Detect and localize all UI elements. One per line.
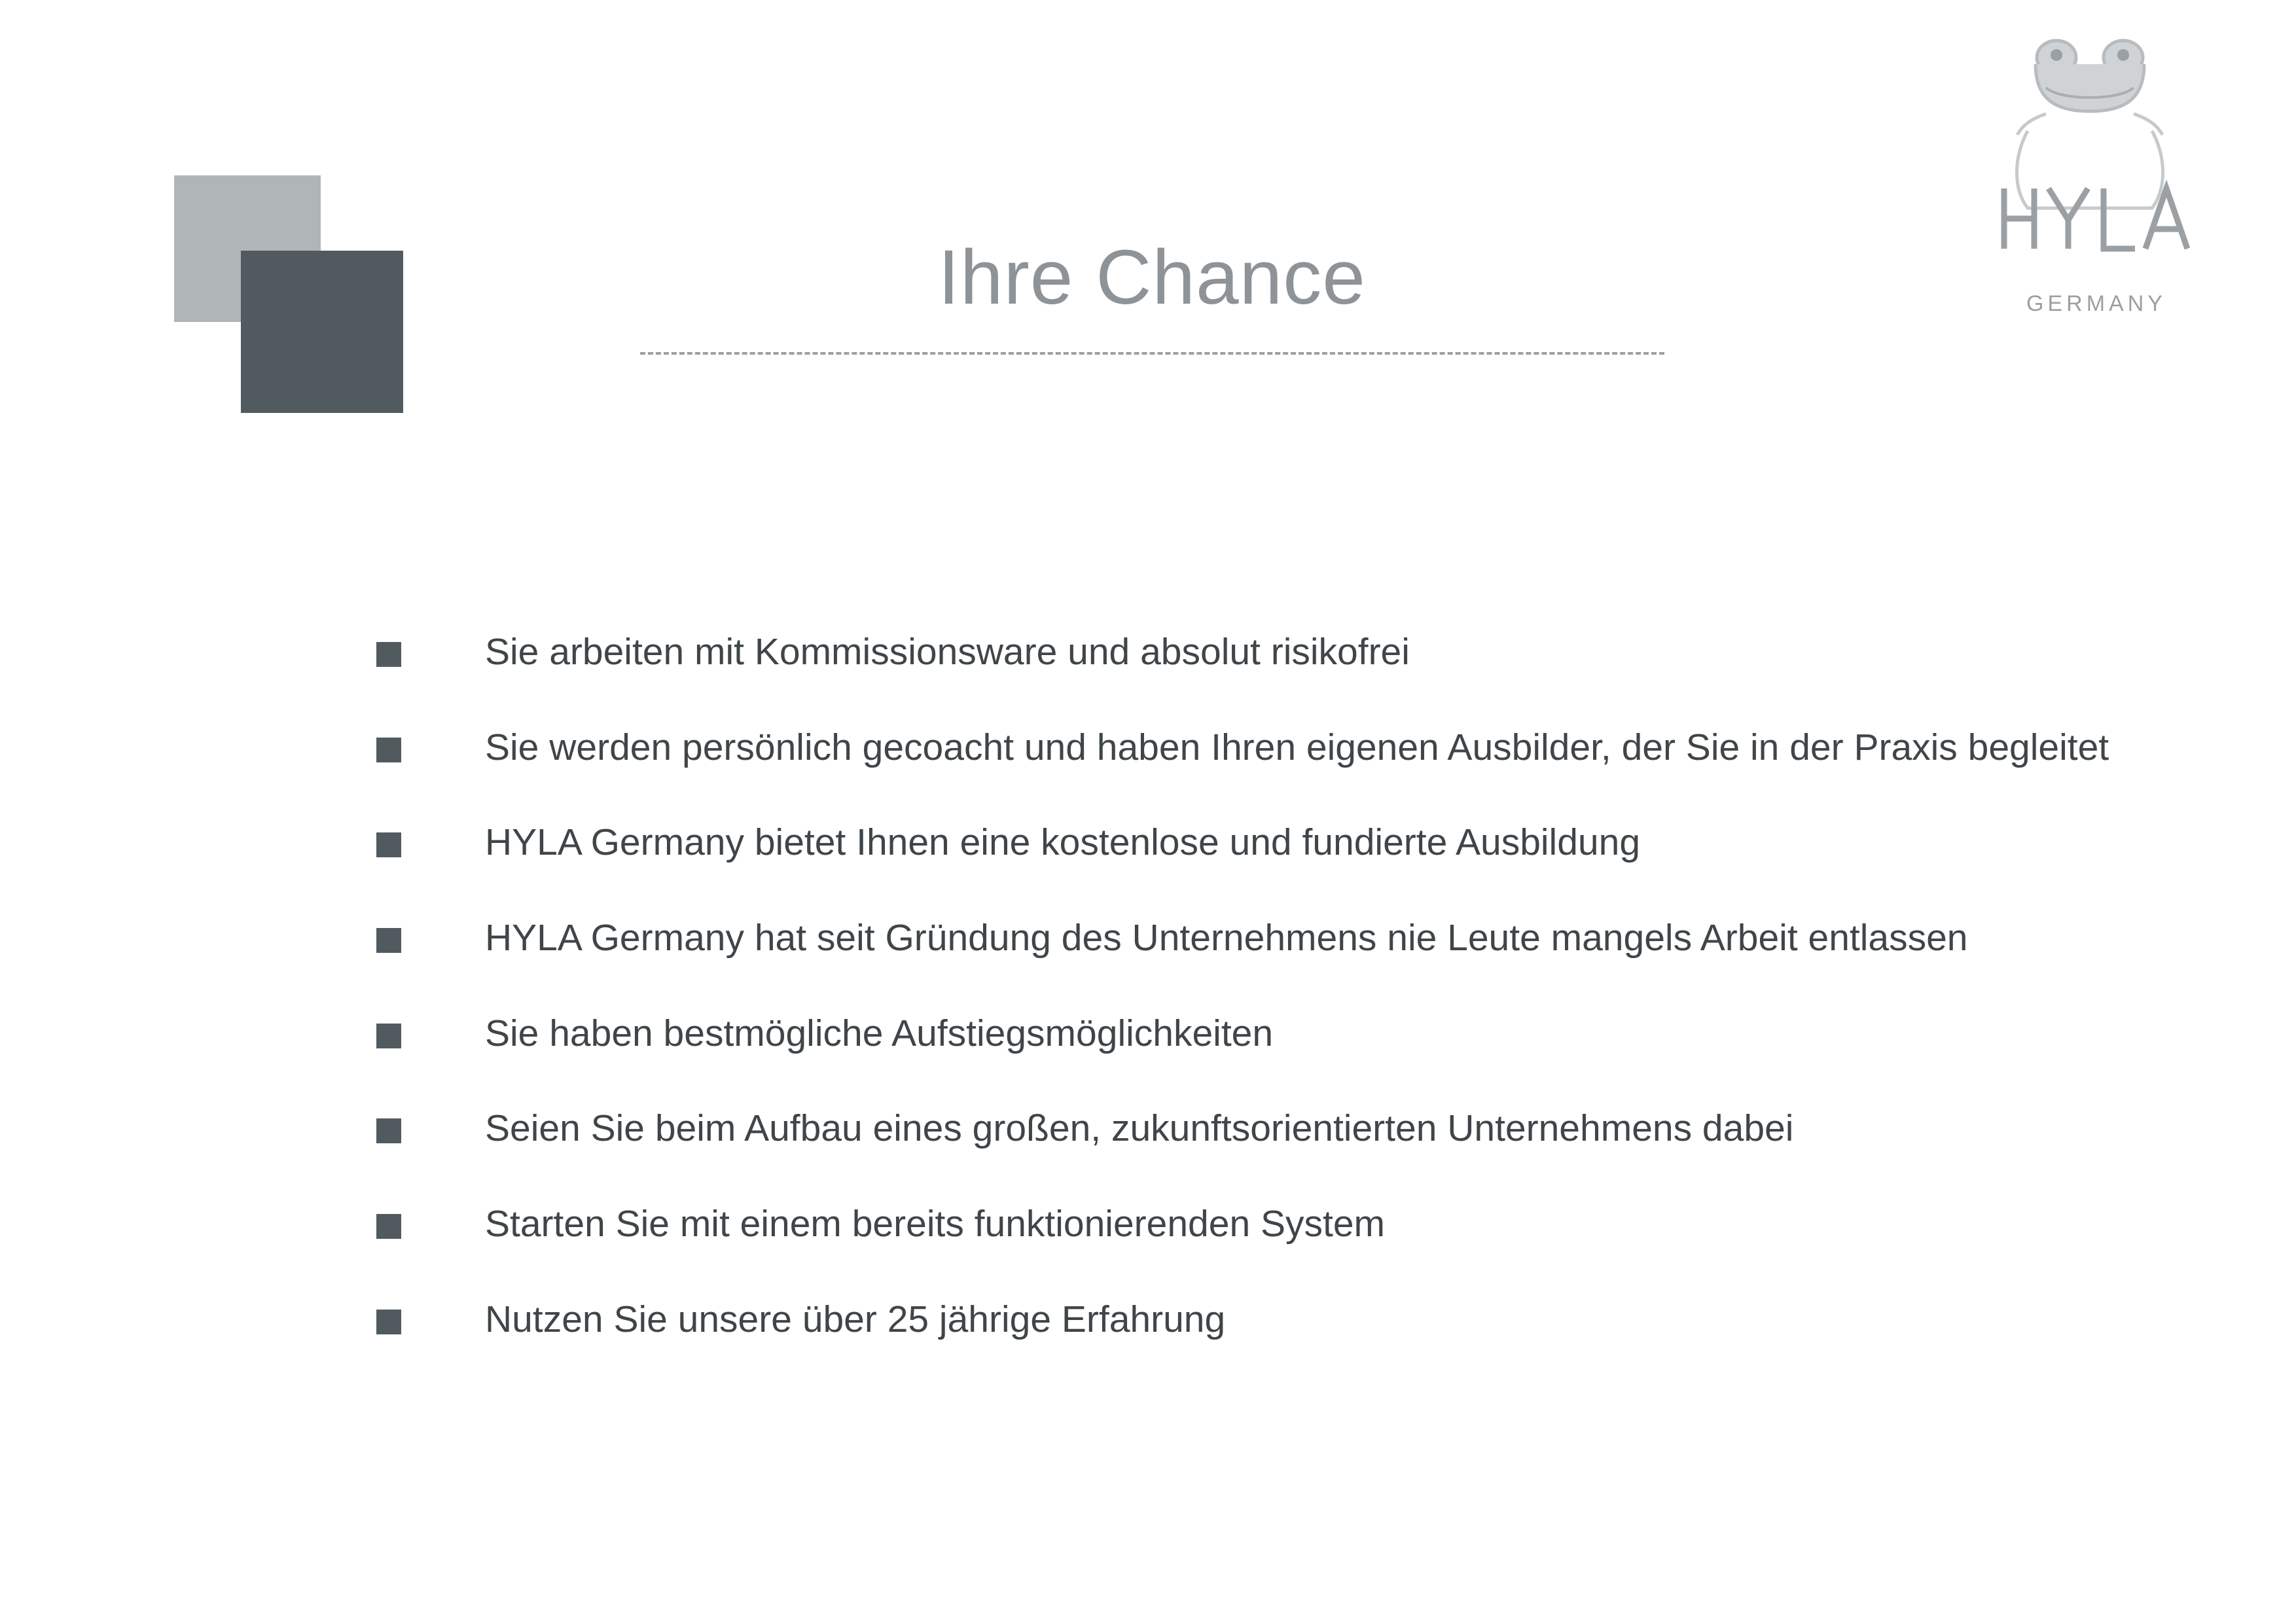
list-item [376,632,2078,673]
square-bullet-icon [376,738,401,762]
list-item-label: Nutzen Sie unsere über 25 jährige Erfahrung [485,1298,1226,1340]
square-bullet-icon [376,1214,401,1239]
logo-subtitle: GERMANY [2026,291,2166,316]
square-bullet-icon [376,642,401,667]
list-item-label: Sie werden persönlich gecoacht und haben Ihren eigenen Ausbilder, der Sie in der Praxis begleitet [485,726,2109,768]
decorative-square-dark [241,251,403,413]
slide-header [628,236,1676,355]
list-item [376,1204,2078,1245]
list-item-label: Sie haben bestmögliche Aufstiegsmöglichkeiten [485,1012,1274,1054]
square-bullet-icon [376,1118,401,1143]
list-item [376,726,2109,768]
list-item-label: Seien Sie beim Aufbau eines großen, zukunftsorientierten Unternehmens dabei [485,1107,1794,1150]
bullet-list [376,631,2109,1340]
frog-icon [1988,33,2204,294]
page-title: Ihre Chance [938,234,1366,321]
list-item-label: HYLA Germany hat seit Gründung des Unternehmens nie Leute mangels Arbeit entlassen [485,917,1968,959]
list-item-label: HYLA Germany bietet Ihnen eine kostenlose und fundierte Ausbildung [485,821,1641,864]
list-item [376,1299,2078,1340]
list-item [376,1013,2078,1054]
square-bullet-icon [376,1024,401,1048]
list-item-label: Sie arbeiten mit Kommissionsware und absolut risikofrei [485,631,1410,673]
list-item [376,1108,2078,1149]
list-item [376,822,2078,863]
list-item-label: Starten Sie mit einem bereits funktionierenden System [485,1203,1386,1245]
brand-logo [1988,33,2204,316]
square-bullet-icon [376,928,401,953]
list-item [376,918,2078,959]
title-divider [640,352,1664,355]
square-bullet-icon [376,1310,401,1334]
square-bullet-icon [376,832,401,857]
